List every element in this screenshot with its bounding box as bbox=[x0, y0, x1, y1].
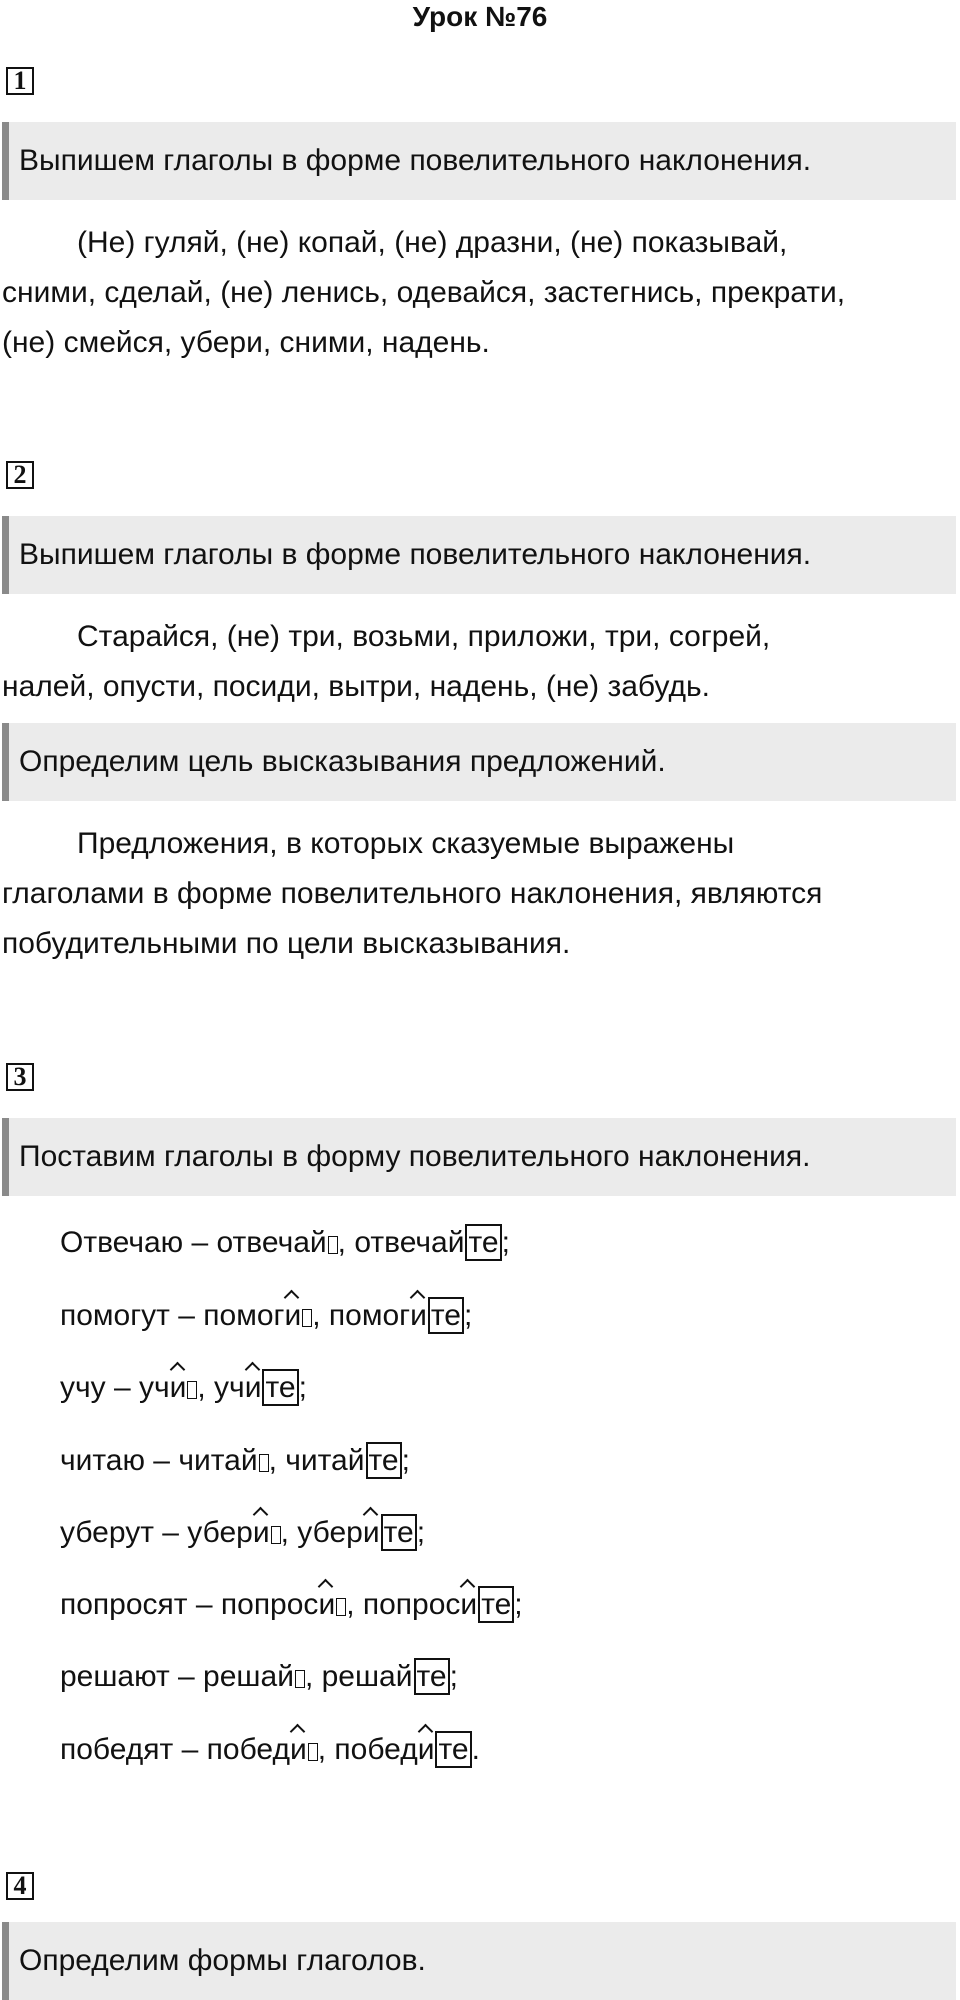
suffix-mark: и bbox=[252, 1516, 270, 1549]
punctuation: ; bbox=[463, 1299, 473, 1332]
task-heading: Поставим глаголы в форму повелительного наклонения. bbox=[2, 1118, 956, 1196]
verb-text: , убер bbox=[280, 1516, 363, 1549]
null-ending-mark bbox=[295, 1670, 305, 1688]
null-ending-mark bbox=[187, 1381, 197, 1399]
verb-row bbox=[60, 1657, 458, 1697]
punctuation: ; bbox=[298, 1371, 307, 1404]
answer-text bbox=[2, 819, 952, 969]
answer-line: глаголами в форме повелительного наклонения, являются bbox=[2, 877, 823, 910]
punctuation: . bbox=[471, 1733, 480, 1766]
verb-ending: й bbox=[240, 1444, 258, 1477]
suffix-mark: и bbox=[410, 1299, 427, 1332]
null-ending-mark bbox=[259, 1454, 269, 1472]
ending-box: те bbox=[435, 1731, 471, 1768]
verb-text: попросят – попрос bbox=[60, 1588, 319, 1621]
null-ending-mark bbox=[308, 1743, 318, 1761]
verb-row bbox=[60, 1585, 523, 1625]
ending-box: те bbox=[381, 1514, 417, 1551]
suffix-mark: и bbox=[417, 1733, 435, 1766]
answer-line: (Не) гуляй, (не) копай, (не) дразни, (не) показывай, bbox=[77, 226, 788, 259]
task-heading: Определим формы глаголов. bbox=[2, 1922, 956, 2000]
suffix-mark: и bbox=[169, 1371, 187, 1404]
exercise-number: 3 bbox=[6, 1063, 34, 1091]
suffix-mark: и bbox=[284, 1299, 302, 1332]
answer-line: Предложения, в которых сказуемые выражены bbox=[77, 827, 735, 860]
suffix-mark: и bbox=[362, 1516, 380, 1549]
punctuation: ; bbox=[501, 1226, 510, 1259]
verb-text: победят – побед bbox=[60, 1733, 290, 1766]
verb-text: , чита bbox=[268, 1444, 348, 1477]
verb-row bbox=[60, 1730, 480, 1770]
answer-line: (не) смейся, убери, сними, надень. bbox=[2, 326, 490, 359]
null-ending-mark bbox=[271, 1526, 281, 1544]
verb-text: , отвеча bbox=[337, 1226, 448, 1259]
exercise-number: 2 bbox=[6, 461, 34, 489]
ending-box: те bbox=[428, 1297, 464, 1334]
verb-ending: й bbox=[395, 1660, 413, 1693]
null-ending-mark bbox=[328, 1236, 338, 1254]
verb-text: , помог bbox=[312, 1299, 411, 1332]
verb-text: читаю – чита bbox=[60, 1444, 241, 1477]
verb-text: решают – реша bbox=[60, 1660, 278, 1693]
answer-text bbox=[2, 612, 952, 712]
answer-line: побудительными по цели высказывания. bbox=[2, 927, 571, 960]
answer-text bbox=[2, 218, 952, 368]
ending-box: те bbox=[465, 1224, 501, 1261]
verb-ending: й bbox=[447, 1226, 465, 1259]
verb-ending: й bbox=[309, 1226, 327, 1259]
suffix-mark: и bbox=[289, 1733, 307, 1766]
verb-text: , уч bbox=[197, 1371, 245, 1404]
verb-ending: й bbox=[277, 1660, 294, 1693]
punctuation: ; bbox=[449, 1660, 458, 1693]
null-ending-mark bbox=[302, 1309, 312, 1327]
null-ending-mark bbox=[336, 1598, 346, 1616]
ending-box: те bbox=[262, 1369, 298, 1406]
suffix-mark: и bbox=[460, 1588, 478, 1621]
exercise-number: 4 bbox=[6, 1872, 34, 1900]
answer-line: Старайся, (не) три, возьми, приложи, три, согрей, bbox=[77, 620, 771, 653]
verb-text: помогут – помог bbox=[60, 1299, 285, 1332]
ending-box: те bbox=[414, 1658, 450, 1695]
verb-text: Отвечаю – отвеча bbox=[60, 1226, 310, 1259]
verb-text: , побед bbox=[317, 1733, 418, 1766]
task-heading: Определим цель высказывания предложений. bbox=[2, 723, 956, 801]
verb-row bbox=[60, 1441, 410, 1481]
answer-line: сними, сделай, (не) ленись, одевайся, застегнись, прекрати, bbox=[2, 276, 846, 309]
page-title: Урок №76 bbox=[412, 1, 548, 32]
verb-text: , попрос bbox=[346, 1588, 461, 1621]
punctuation: ; bbox=[416, 1516, 426, 1549]
verb-text: уберут – убер bbox=[60, 1516, 253, 1549]
verb-row bbox=[60, 1223, 510, 1263]
verb-ending: й bbox=[347, 1444, 365, 1477]
verb-text: учу – уч bbox=[60, 1371, 170, 1404]
verb-row bbox=[60, 1368, 307, 1408]
suffix-mark: и bbox=[318, 1588, 336, 1621]
verb-text: , реша bbox=[304, 1660, 396, 1693]
punctuation: ; bbox=[401, 1444, 410, 1477]
suffix-mark: и bbox=[244, 1371, 262, 1404]
exercise-number: 1 bbox=[6, 67, 34, 95]
punctuation: ; bbox=[514, 1588, 523, 1621]
verb-row bbox=[60, 1296, 472, 1336]
task-heading: Выпишем глаголы в форме повелительного наклонения. bbox=[2, 122, 956, 200]
ending-box: те bbox=[478, 1586, 514, 1623]
ending-box: те bbox=[366, 1442, 402, 1479]
verb-row bbox=[60, 1513, 425, 1553]
answer-line: налей, опусти, посиди, вытри, надень, (не) забудь. bbox=[2, 670, 710, 703]
task-heading: Выпишем глаголы в форме повелительного наклонения. bbox=[2, 516, 956, 594]
